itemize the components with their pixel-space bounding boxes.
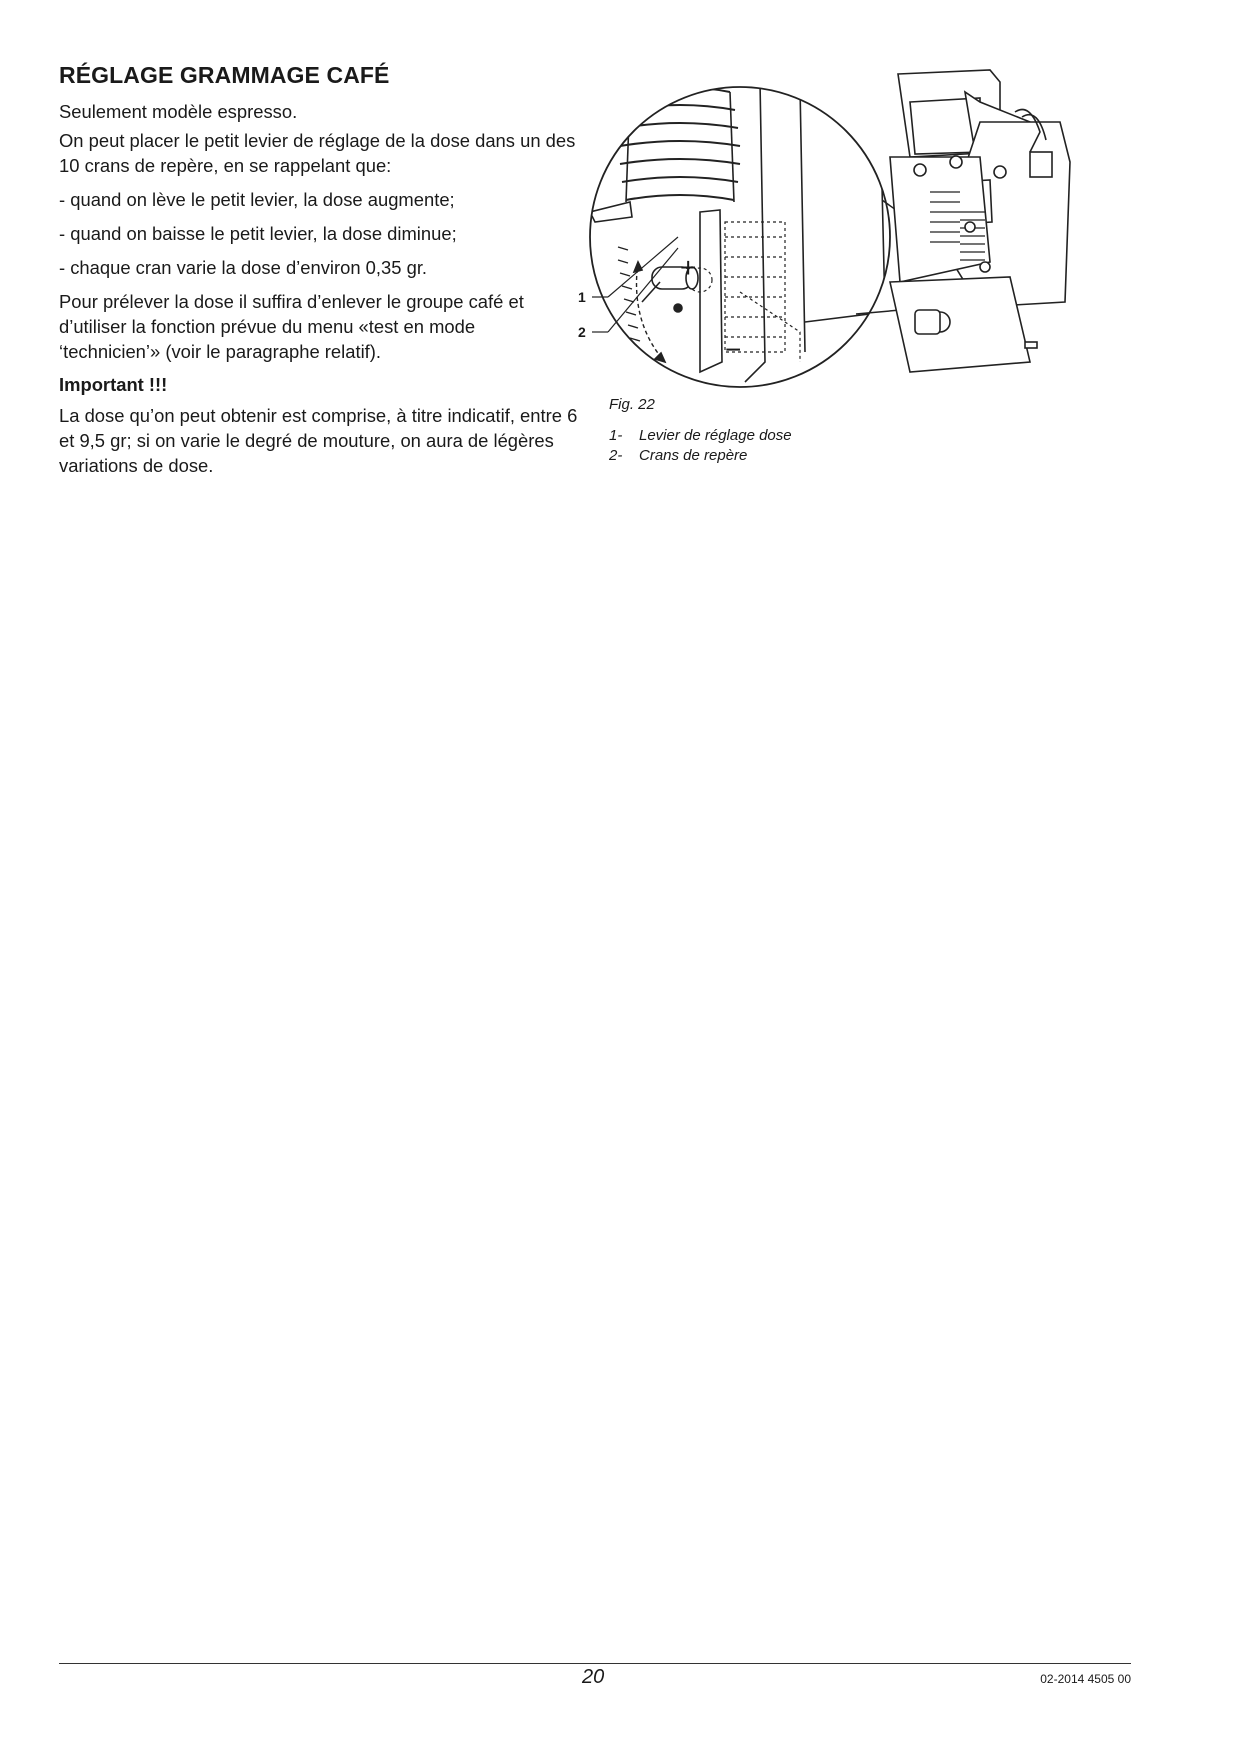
legend-text: Levier de réglage dose: [639, 427, 792, 444]
bullet-dose-increase: - quand on lève le petit levier, la dose augmente;: [59, 189, 455, 210]
text-column: [59, 62, 579, 478]
section-title: RÉGLAGE GRAMMAGE CAFÉ: [59, 62, 390, 88]
dose-sampling-paragraph: Pour prélever la dose il suffira d’enlever le groupe café et d’utiliser la fonction prévue du menu «test en mode ‘technicien’» (voir le paragraphe relatif).: [59, 291, 524, 362]
document-code: 02-2014 4505 00: [1040, 1672, 1131, 1686]
plus-sign: +: [680, 252, 697, 283]
legend-text: Crans de repère: [639, 447, 748, 464]
legend-number: 2-: [609, 447, 623, 464]
important-heading: Important !!!: [59, 374, 168, 395]
legend-number: 1-: [609, 427, 623, 444]
important-paragraph: La dose qu’on peut obtenir est comprise, à titre indicatif, entre 6 et 9,5 gr; si on varie le degré de mouture, on aura de légères variations de dose.: [59, 405, 578, 476]
callout-1: 1: [578, 289, 586, 305]
legend-item: [609, 426, 792, 446]
minus-sign: −: [725, 334, 742, 365]
callout-2: 2: [578, 324, 586, 340]
footer-divider: [59, 1663, 1131, 1664]
bullet-step-value: - chaque cran varie la dose d’environ 0,35 gr.: [59, 257, 428, 278]
coffee-group-full-view: [890, 70, 1070, 372]
legend-item: [609, 446, 792, 466]
intro-line-2: On peut placer le petit levier de réglage de la dose dans un des 10 crans de repère, en se rappelant que:: [59, 130, 576, 176]
figure-caption: Fig. 22: [609, 396, 655, 413]
coffee-group-illustration: [560, 62, 1190, 392]
bullet-dose-decrease: - quand on baisse le petit levier, la dose diminue;: [59, 223, 457, 244]
page-number: 20: [582, 1666, 605, 1688]
intro-line-1: Seulement modèle espresso.: [59, 101, 298, 122]
figure-legend: [609, 426, 792, 466]
figure-22: [560, 62, 1190, 392]
